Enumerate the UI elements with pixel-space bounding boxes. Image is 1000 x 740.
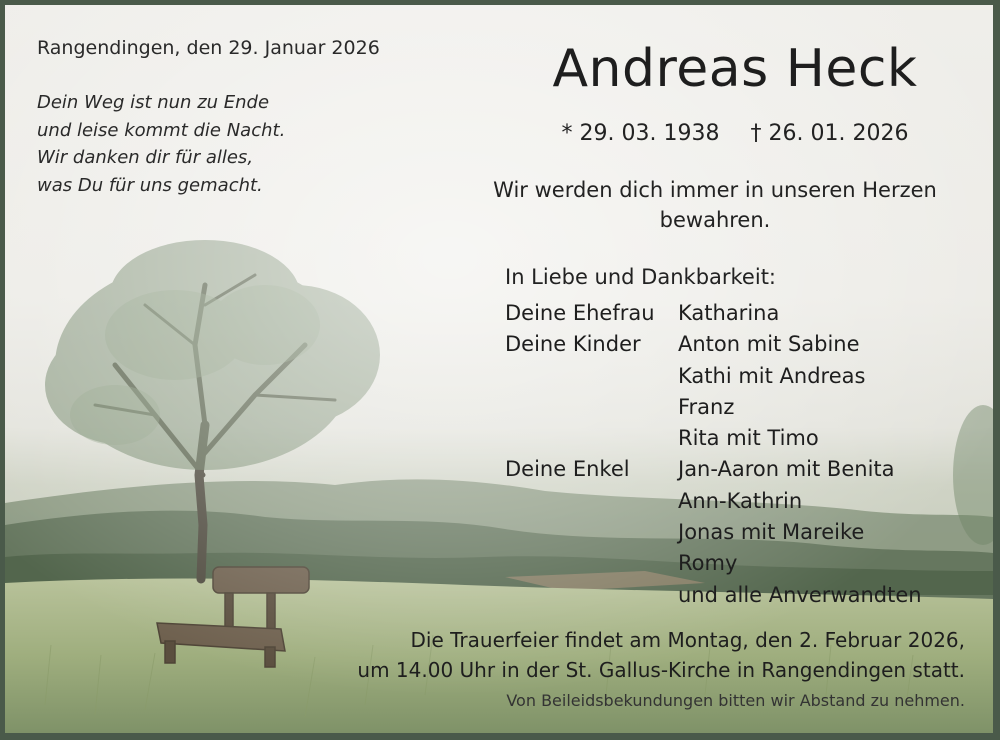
deceased-name: Andreas Heck bbox=[552, 39, 918, 99]
mourner-name: Franz bbox=[678, 394, 735, 419]
poem-line: Wir danken dir für alles, bbox=[37, 147, 254, 168]
funeral-info bbox=[335, 625, 965, 685]
place-date: Rangendingen, den 29. Januar 2026 bbox=[37, 37, 380, 59]
memorial-saying: Wir werden dich immer in unseren Herzen bewahren. bbox=[493, 178, 937, 232]
mourner-name: Anton mit Sabine bbox=[678, 332, 860, 357]
relation-label: Deine Ehefrau bbox=[505, 301, 655, 325]
poem-line: und leise kommt die Nacht. bbox=[37, 119, 286, 141]
funeral-line: Die Trauerfeier findet am Montag, den 2. Februar 2026, bbox=[410, 628, 965, 652]
mourner-name: Kathi mit Andreas bbox=[678, 363, 866, 388]
poem-line: was Du für uns gemacht. bbox=[37, 174, 263, 196]
death-date: † 26. 01. 2026 bbox=[750, 121, 909, 146]
condolence-note: Von Beileidsbekundungen bitten wir Abstand zu nehmen. bbox=[506, 691, 965, 710]
mourner-name: Romy bbox=[678, 551, 738, 576]
birth-date: * 29. 03. 1938 bbox=[561, 121, 720, 146]
mourner-name: Ann-Kathrin bbox=[678, 488, 803, 513]
relation-label: Deine Kinder bbox=[505, 332, 641, 357]
poem-line: Dein Weg ist nun zu Ende bbox=[37, 92, 270, 113]
mourner-name: und alle Anverwandten bbox=[678, 582, 922, 607]
mourner-name: Jonas mit Mareike bbox=[678, 520, 865, 545]
life-dates bbox=[535, 121, 935, 146]
mourner-name: Jan-Aaron mit Benita bbox=[678, 457, 895, 482]
mourner-name: Katharina bbox=[678, 301, 780, 325]
poem bbox=[37, 89, 285, 199]
relation-label: Deine Enkel bbox=[505, 457, 630, 482]
mourner-name: Rita mit Timo bbox=[678, 426, 819, 451]
mourners-intro: In Liebe und Dankbarkeit: bbox=[505, 265, 777, 289]
funeral-line: um 14.00 Uhr in der St. Gallus-Kirche in Rangendingen statt. bbox=[357, 658, 965, 682]
obituary-card bbox=[5, 5, 993, 733]
